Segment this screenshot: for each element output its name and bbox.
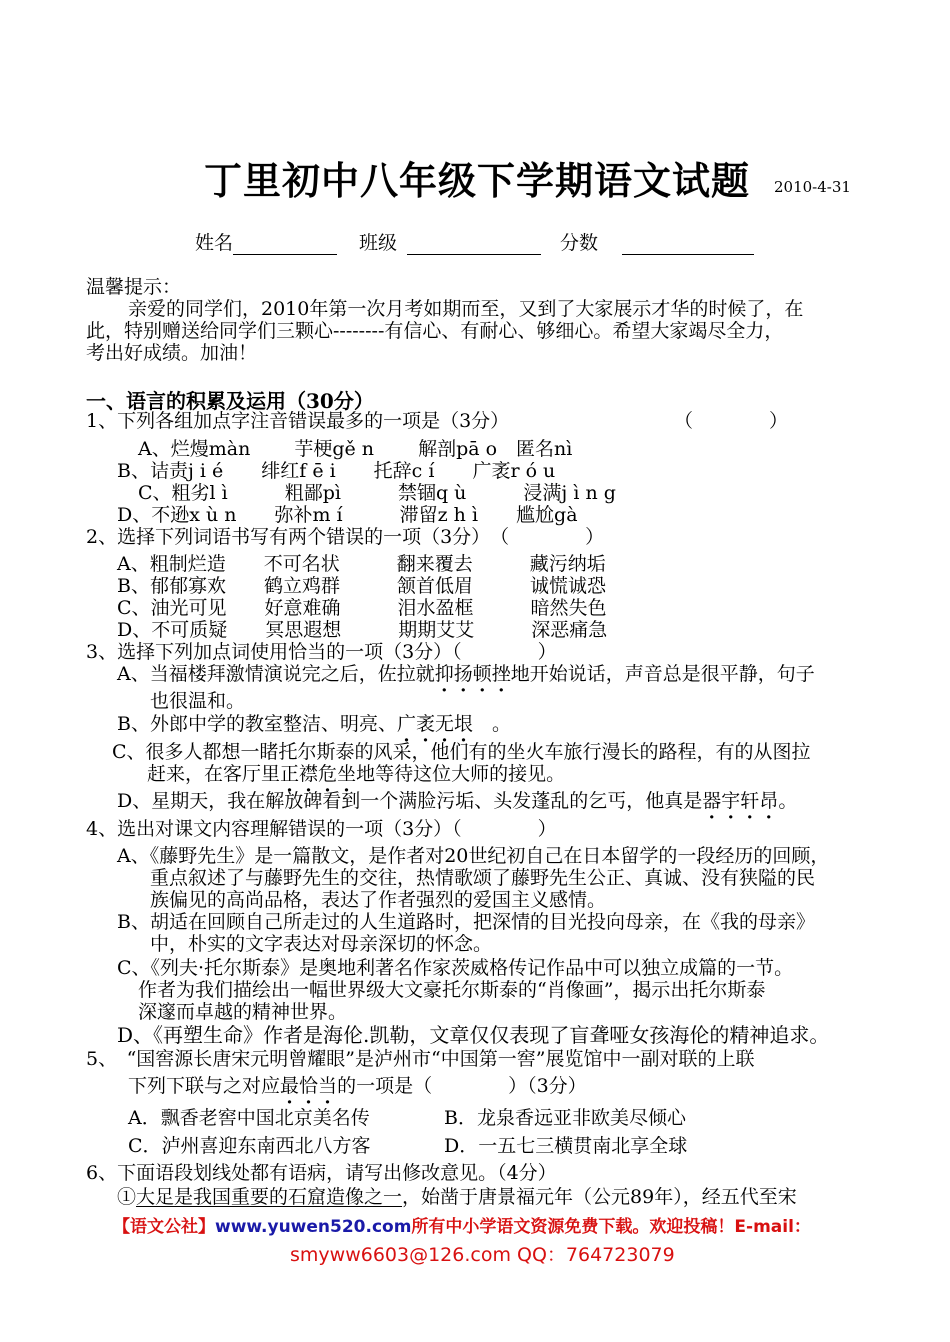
- emphasis-char: 正: [280, 763, 300, 785]
- q4-option-b-line-1: B、胡适在回顾自己所走过的人生道路时，把深情的目光投向母亲，在《我的母亲》: [117, 911, 815, 933]
- exam-title: 丁里初中八年级下学期语文试题: [204, 159, 751, 203]
- tip-line-1: 亲爱的同学们，2010年第一次月考如期而至，又到了大家展示才华的时候了，在: [128, 298, 804, 320]
- q6-sentence-1: [117, 1186, 797, 1208]
- exam-date: 2010-4-31: [774, 178, 851, 196]
- q4-option-a-line-3: 族偏见的高尚品格，表达了作者强烈的爱国主义感情。: [150, 889, 607, 911]
- tip-line-2: 此，特别赠送给同学们三颗心--------有信心、有耐心、够细心。希望大家竭尽全力，: [86, 320, 784, 342]
- q3-c-dotted-word: [280, 763, 356, 785]
- emphasis-char: 袤: [415, 713, 435, 735]
- q1-stem: 1、下列各组加点字注音错误最多的一项是（3分）: [86, 410, 510, 432]
- q3-c-text-2: 地等待这位大师的接见。: [356, 763, 566, 785]
- footer-line-1: [113, 1212, 811, 1237]
- emphasis-char: 宇: [721, 790, 741, 812]
- emphasis-char: 抑: [434, 663, 454, 685]
- q5-option-d: D．一五七三横贯南北享全球: [444, 1135, 688, 1157]
- q2-option-c: C、油光可见 好意难确 泪水盈框 暗然失色: [117, 597, 607, 619]
- q5-text-2: 的一项是（ ）（3分）: [337, 1075, 587, 1097]
- emphasis-char: 垠: [454, 713, 474, 735]
- q6-stem: 6、下面语段划线处都有语病，请写出修改意见。（4分）: [86, 1162, 557, 1184]
- footer-email[interactable]: smyww6603@126.com: [290, 1244, 511, 1266]
- class-field: [359, 228, 541, 255]
- q3-d-dotted-word: [702, 790, 778, 812]
- emphasis-char: 无: [435, 713, 455, 735]
- class-label: 班级: [359, 232, 398, 254]
- q3-b-text-1: B、外郎中学的教室整洁、明亮、: [117, 713, 397, 735]
- emphasis-char: 轩: [740, 790, 760, 812]
- q5-option-a: A．飘香老窖中国北京美名传: [128, 1107, 370, 1129]
- emphasis-char: 坐: [337, 763, 357, 785]
- q2-option-a: A、粗制烂造 不可名状 翻来覆去 藏污纳垢: [117, 553, 606, 575]
- q2-option-d: D、不可质疑 冥思遐想 期期艾艾 深恶痛急: [117, 619, 608, 641]
- q3-option-c-line-2: [147, 763, 565, 785]
- q3-a-dotted-word: [435, 663, 511, 685]
- score-label: 分数: [560, 232, 599, 254]
- footer-line-2: [290, 1240, 675, 1267]
- q1-answer-paren: （ ）: [674, 410, 789, 432]
- q3-b-text-2: 。: [473, 713, 512, 735]
- emphasis-char: 广: [396, 713, 416, 735]
- tip-line-3: 考出好成绩。加油！: [86, 342, 258, 364]
- emphasis-char: 危: [318, 763, 338, 785]
- score-blank: [622, 234, 754, 255]
- footer-qq: QQ：764723079: [510, 1244, 675, 1266]
- q5-option-b: B．龙泉香远亚非欧美尽倾心: [444, 1107, 686, 1129]
- emphasis-char: 昂: [759, 790, 779, 812]
- q6-sentence-text: ，始凿于唐景福元年（公元89年），经五代至宋: [402, 1186, 797, 1208]
- q1-option-d: D、不逊x ù n 弥补m í 滞留z h ì 尴尬gà: [117, 504, 578, 526]
- emphasis-char: 器: [702, 790, 722, 812]
- emphasis-char: 恰: [299, 1075, 319, 1097]
- section-1-heading: 一、语言的积累及运用（30分）: [86, 389, 374, 413]
- q4-option-c-line-2: 作者为我们描绘出一幅世界级大文豪托尔斯泰的“肖像画”，揭示出托尔斯泰: [138, 979, 766, 1001]
- q5-stem-line-2: [128, 1075, 587, 1097]
- q3-a-text-2: 地开始说话，声音总是很平静，句子: [510, 663, 815, 685]
- q3-stem: 3、选择下列加点词使用恰当的一项（3分）（ ）: [86, 641, 557, 663]
- q6-sentence-number: ①: [117, 1186, 137, 1208]
- q3-option-b: [117, 713, 511, 735]
- name-label: 姓名: [195, 232, 234, 254]
- q4-option-a-line-2: 重点叙述了与藤野先生的交往，热情歌颂了藤野先生公正、真诚、没有狭隘的民: [150, 867, 816, 889]
- q3-option-a-line-2: 也很温和。: [150, 690, 246, 712]
- class-blank: [407, 234, 541, 255]
- q4-option-a-line-1: A、《藤野先生》是一篇散文，是作者对20世纪初自己在日本留学的一段经历的回顾，: [117, 845, 830, 867]
- q5-text-1: 下列下联与之对应: [128, 1075, 281, 1097]
- q2-stem: 2、选择下列词语书写有两个错误的一项（3分） （ ）: [86, 526, 605, 548]
- name-field: [195, 228, 337, 255]
- q1-option-a: A、烂熳màn 芋梗gě n 解剖pā o 匿名nì: [138, 438, 573, 460]
- tip-heading: 温馨提示：: [86, 276, 182, 298]
- q3-option-c-line-1: C、很多人都想一睹托尔斯泰的风采，他们有的坐火车旅行漫长的路程，有的从图拉: [112, 741, 811, 763]
- footer-site-link[interactable]: www.yuwen520.com: [215, 1217, 412, 1237]
- q4-option-c-line-1: C、《列夫·托尔斯泰》是奥地利著名作家茨威格传记作品中可以独立成篇的一节。: [117, 957, 794, 979]
- q4-option-c-line-3: 深邃而卓越的精神世界。: [138, 1001, 348, 1023]
- q6-underlined-phrase: 大足是我国重要的石窟造像之一: [136, 1186, 403, 1208]
- q4-option-d: D、《再塑生命》作者是海伦.凯勒，文章仅仅表现了盲聋哑女孩海伦的精神追求。: [117, 1023, 830, 1047]
- q3-c-text-1: 赶来，在客厅里: [147, 763, 281, 785]
- q3-option-d: [117, 790, 797, 812]
- q1-option-b: B、诘责j i é 绯红f ē i 托辞c í 广袤r ó u: [117, 460, 556, 482]
- emphasis-char: 最: [280, 1075, 300, 1097]
- emphasis-char: 挫: [491, 663, 511, 685]
- q5-dotted-word: [280, 1075, 337, 1097]
- emphasis-char: 襟: [299, 763, 319, 785]
- q5-option-c: C．泸州喜迎东南西北八方客: [128, 1135, 371, 1157]
- q1-option-c: C、粗劣l ì 粗鄙pì 禁锢q ù 浸满j ì n g: [138, 482, 616, 504]
- q3-d-text-2: 。: [778, 790, 798, 812]
- q3-option-a-line-1: [117, 663, 815, 685]
- q3-d-text-1: D、星期天，我在解放碑看到一个满脸污垢、头发蓬乱的乞丐，他真是: [117, 790, 703, 812]
- q2-option-b: B、郁郁寡欢 鹤立鸡群 颔首低眉 诚慌诚恐: [117, 575, 606, 597]
- emphasis-char: 顿: [472, 663, 492, 685]
- q5-stem-line-1: 5、 “国窖源长唐宋元明曾耀眼”是泸州市“中国第一窖”展览馆中一副对联的上联: [86, 1048, 755, 1070]
- footer-slogan: 所有中小学语文资源免费下载。欢迎投稿！E-mail：: [411, 1217, 811, 1237]
- emphasis-char: 当: [318, 1075, 338, 1097]
- q4-stem: 4、选出对课文内容理解错误的一项（3分）（ ）: [86, 818, 557, 840]
- q4-option-b-line-2: 中，朴实的文字表达对母亲深切的怀念。: [150, 933, 493, 955]
- q3-b-dotted-word: [397, 713, 473, 735]
- name-blank: [233, 234, 337, 255]
- q3-a-text-1: A、当福楼拜激情演说完之后，佐拉就: [117, 663, 435, 685]
- emphasis-char: 扬: [453, 663, 473, 685]
- score-field: [560, 228, 754, 255]
- footer-brand: 【语文公社】: [113, 1217, 215, 1237]
